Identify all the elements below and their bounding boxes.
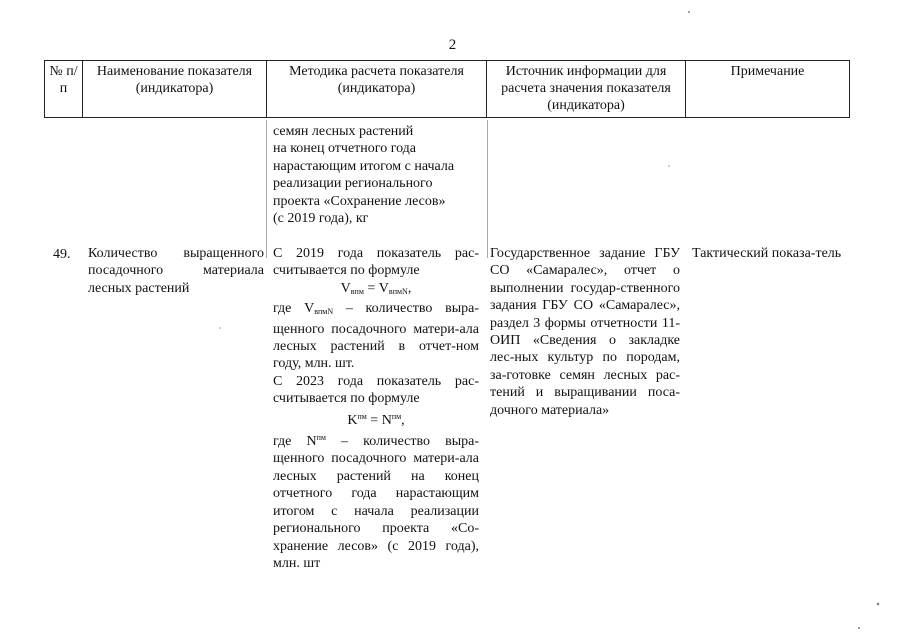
method-where-2019: где $V_{впмN}$ – количество выра-щенного посадочного матери-ала лесных растений в отчет-ном году, млн. шт.: [273, 301, 479, 372]
method-intro-2023: С 2023 года показатель рас-считывается по формуле: [273, 373, 479, 407]
information-source: Государственное задание ГБУ СО «Самаралес», отчет о выполнении государ-ственного задания ГБУ СО «Самаралес», раздел 3 формы отчетности 11-ОИП «Сведения о закладке лес-ных культур по породам, за-готовке семян лесных рас-тений и выращивании поса-дочного материала»: [490, 246, 680, 418]
row-number: 49.: [53, 247, 71, 262]
header-num: № п/п: [45, 61, 83, 118]
continuation-line: (с 2019 года), кг: [273, 211, 369, 227]
header-note: Примечание: [686, 61, 850, 118]
header-name: Наименование показателя (индикатора): [83, 61, 267, 118]
continuation-line: нарастающим итогом с начала: [273, 158, 455, 174]
header-source: Источник информации для расчета значения показателя (индикатора): [487, 61, 686, 118]
header-method: Методика расчета показателя (индикатора): [267, 61, 487, 118]
continuation-line: на конец отчетного года: [273, 141, 417, 157]
note: Тактический показа-тель: [692, 246, 842, 261]
continuation-line: реализации регионального: [273, 176, 433, 192]
page-number: 2: [448, 37, 457, 53]
speck: [688, 11, 690, 13]
indicator-name: Количество выращенного посадочного материала лесных растений: [88, 246, 264, 296]
formula-2023: $K^{пм} = N^{пм}$,: [347, 411, 405, 428]
continuation-line: семян лесных растений: [273, 124, 414, 139]
method-where-2023: где $N^{пм}$ – количество выра-щенного посадочного матери-ала лесных растений на конец отчетного года нарастающим итогом с начала реализации регионального проекта «Со-хранение лесов» (с 2019 года), млн. шт: [273, 433, 479, 571]
speck: [858, 627, 860, 629]
continuation-line: проекта «Сохранение лесов»: [273, 193, 446, 209]
formula-2019: $V_{впм} = V_{впмN}$,: [340, 280, 412, 296]
method-intro-2019: С 2019 года показатель рас-считывается по формуле: [273, 246, 479, 279]
speck: [877, 603, 879, 605]
speck: [668, 165, 670, 167]
speck: [219, 327, 221, 329]
